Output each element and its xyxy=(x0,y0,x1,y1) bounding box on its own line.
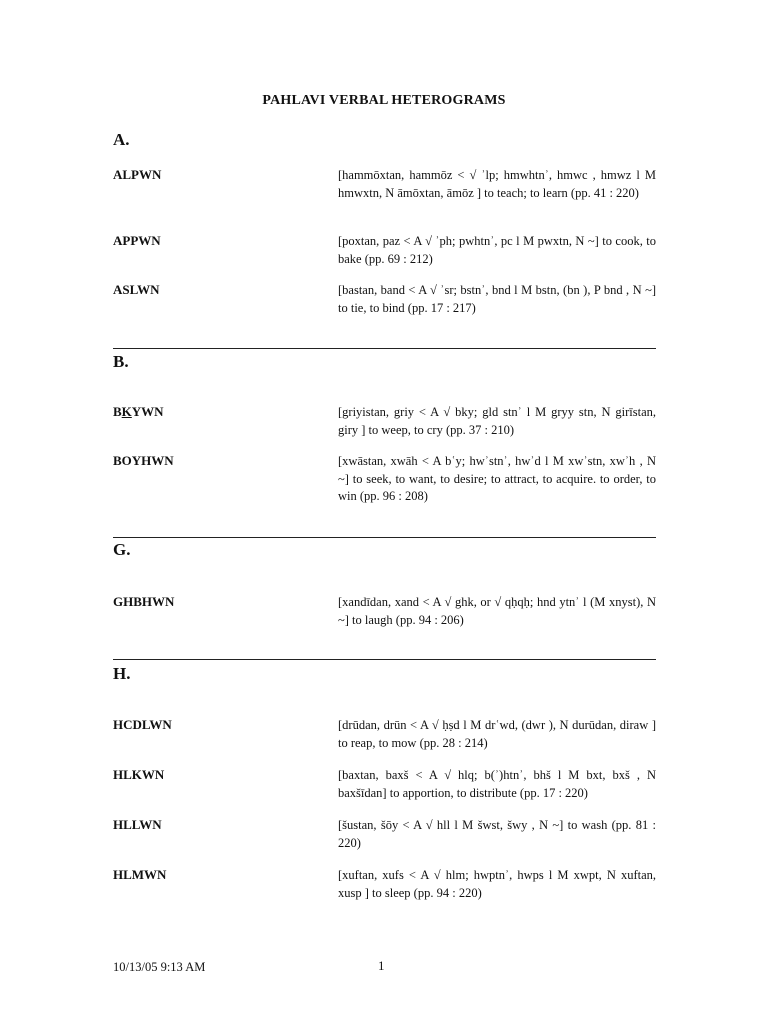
entry-heterogram xyxy=(113,404,333,420)
section-heading-b: B. xyxy=(113,352,129,371)
section-divider xyxy=(113,348,656,349)
page-title: PAHLAVI VERBAL HETEROGRAMS xyxy=(262,93,506,108)
entry-definition: [poxtan, paz < A √ ʾph; pwhtnʾ, pc l M pwxtn, N ~] to cook, to bake (pp. 69 : 212) xyxy=(338,234,656,266)
entry-definition: [drūdan, drūn < A √ ḥṣd l M drʿwd, (dwr ), N durūdan, diraw ] to reap, to mow (pp. 28 : 214) xyxy=(338,718,656,750)
entry-definition: [hammōxtan, hammōz < √ ʾlp; hmwhtnʾ, hmwc , hmwz l M hmwxtn, N āmōxtan, āmōz ] to teach; to learn (pp. 41 : 220) xyxy=(338,168,656,200)
entry-definition: [baxtan, baxš < A √ hlq; b(ʾ)htnʾ, bhš l M bxt, bxš , N baxšīdan] to apportion, to distribute (pp. 17 : 220) xyxy=(338,768,656,800)
section-divider xyxy=(113,537,656,538)
entry-heterogram: HCDLWN xyxy=(113,717,172,732)
entry-heterogram: HLMWN xyxy=(113,867,167,882)
heterogram-underlined-letter: K xyxy=(121,404,132,419)
entry-heterogram: HLKWN xyxy=(113,767,165,782)
entry-definition: [xandīdan, xand < A √ ghk, or √ qḥqḥ; hnd ytnʾ l (M xnyst), N ~] to laugh (pp. 94 : 206) xyxy=(338,595,656,627)
entry-definition: [griyistan, griy < A √ bky; gld stnʾ l M gryy stn, N girīstan, giry ] to weep, to cry (pp. 37 : 210) xyxy=(338,405,656,437)
entry-definition: [xuftan, xufs < A √ hlm; hwptnʾ, hwps l M xwpt, N xuftan, xusp ] to sleep (pp. 94 : 220) xyxy=(338,868,656,900)
entry-heterogram: GHBHWN xyxy=(113,594,175,609)
entry-heterogram: ASLWN xyxy=(113,282,160,297)
entry-heterogram: HLLWN xyxy=(113,817,162,832)
heterogram-part: B xyxy=(113,404,122,419)
section-heading-a: A. xyxy=(113,130,130,149)
footer-page-number: 1 xyxy=(378,958,385,973)
entry-definition: [bastan, band < A √ ʾsr; bstnʾ, bnd l M bstn, (bn ), P bnd , N ~] to tie, to bind (pp. 17 : 217) xyxy=(338,283,656,315)
entry-heterogram: BOYHWN xyxy=(113,453,174,468)
entry-definition: [xwāstan, xwāh < A bʿy; hwʾstnʾ, hwʾd l M xwʾstn, xwʾh , N ~] to seek, to want, to desire; to attract, to acquire. to order, to win (pp. 96 : 208) xyxy=(338,454,656,503)
footer-datetime: 10/13/05 9:13 AM xyxy=(113,960,206,974)
section-divider xyxy=(113,659,656,660)
heterogram-part: YWN xyxy=(131,404,164,419)
entry-heterogram: ALPWN xyxy=(113,167,162,182)
section-heading-g: G. xyxy=(113,540,131,559)
entry-heterogram: APPWN xyxy=(113,233,161,248)
section-heading-h: H. xyxy=(113,664,131,683)
entry-definition: [šustan, šōy < A √ hll l M šwst, šwy , N ~] to wash (pp. 81 : 220) xyxy=(338,818,656,850)
